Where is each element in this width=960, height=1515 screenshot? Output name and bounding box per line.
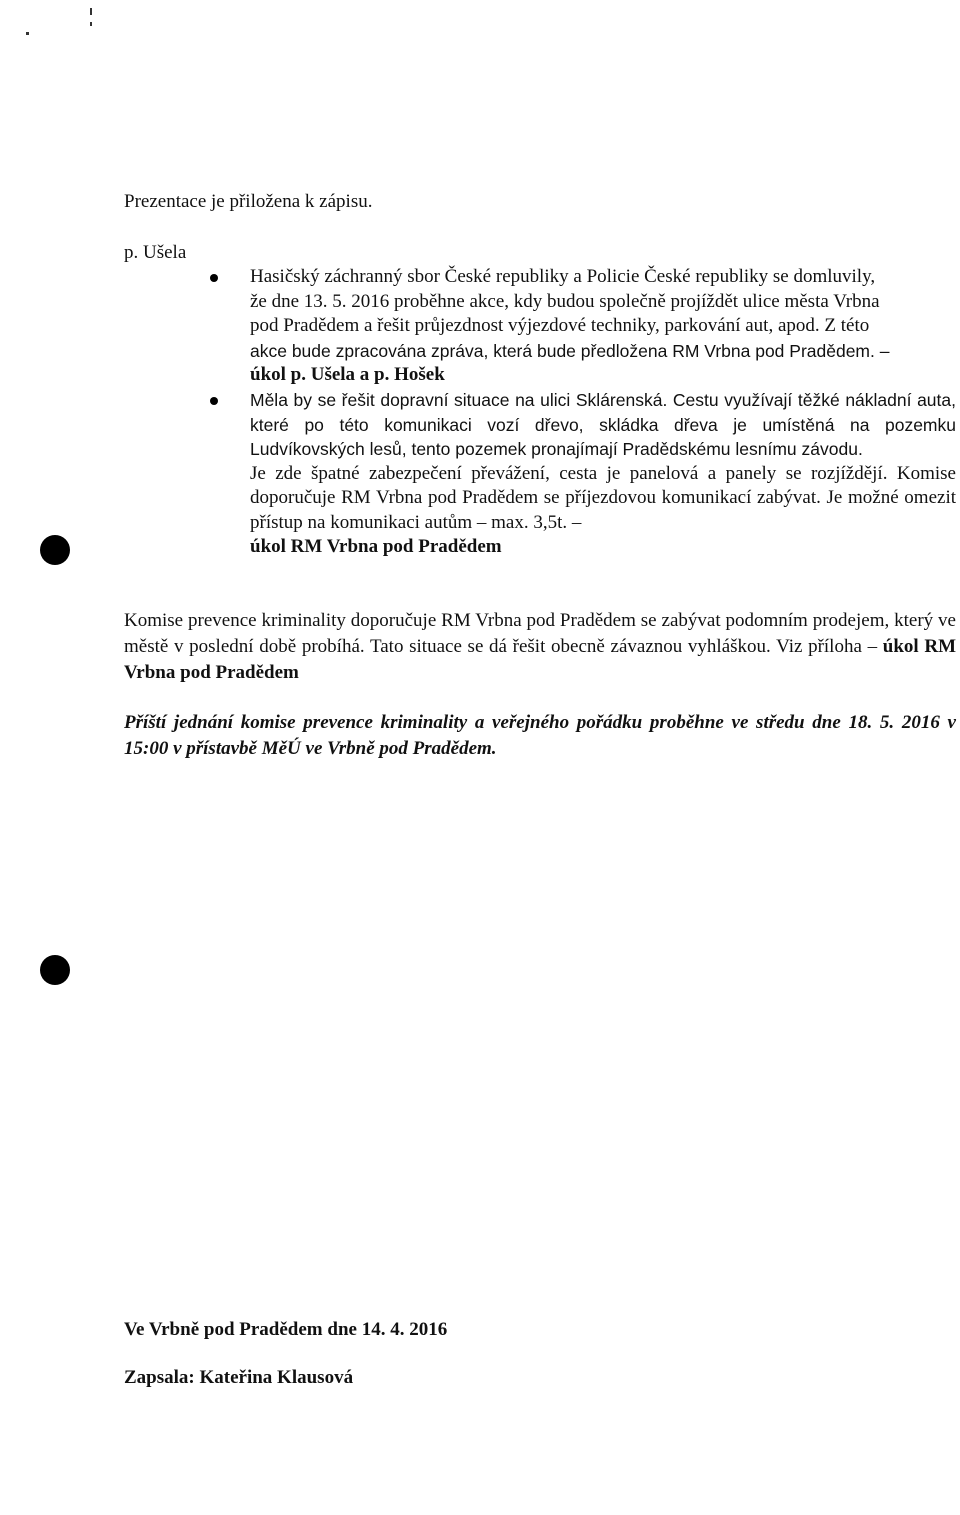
bullet-dot	[210, 274, 218, 282]
bullet-list	[0, 265, 890, 388]
bullet2-text2: Je zde špatné zabezpečení převážení, cesta je panelová a panely se rozjíždějí. Komise doporučuje RM Vrbna pod Pradědem se příjezdovou komunikací zabývat. Je možné omezit přístup na komunikaci autům – max. 3,5t. –	[250, 462, 956, 533]
scan-mark	[90, 8, 92, 15]
presentation-note: Prezentace je přiložena k zápisu.	[124, 191, 373, 212]
list-item	[0, 265, 956, 388]
bullet1-line1: Hasičský záchranný sbor České republiky a Policie České republiky se domluvily,	[250, 266, 876, 287]
list-item	[0, 388, 956, 560]
bullet1-line3	[250, 314, 956, 339]
bullet1-task: úkol p. Ušela a p. Hošek	[250, 364, 445, 385]
punch-hole	[40, 955, 70, 985]
place-date: Ve Vrbně pod Pradědem dne 14. 4. 2016	[124, 1319, 448, 1340]
intro-presentation	[124, 190, 956, 214]
bullet-list-2	[0, 388, 956, 560]
footer-place-date	[124, 1318, 956, 1342]
komise-task: úkol RM Vrbna pod Pradědem	[124, 636, 957, 683]
next-meeting-text: Příští jednání komise prevence kriminality a veřejného pořádku proběhne ve středu dne 18. 5. 2016 v 15:00 v přístavbě MěÚ ve Vrbně pod Pradědem.	[124, 712, 956, 759]
bullet2-text: Měla by se řešit dopravní situace na ulici Sklárenská. Cestu využívají těžké nákladní auta, které po této komunikaci vozí dřevo, skládka dřeva je umístěná na pozemku Ludvíkovských lesů, tento pozemek pronajímají Pradědskému lesnímu závodu.	[250, 390, 956, 459]
bullet1-line3a: pod Pradědem a řešit průjezdnost výjezdové techniky, parkování aut, apod.	[250, 315, 820, 336]
bullet2-task: úkol RM Vrbna pod Pradědem	[250, 536, 502, 557]
intro-speaker	[124, 241, 956, 265]
bullet-dot	[210, 397, 218, 405]
next-meeting	[124, 710, 956, 762]
bullet1-line2: že dne 13. 5. 2016 proběhne akce, kdy budou společně projíždět ulice města Vrbna	[250, 290, 880, 312]
speaker-name: p. Ušela	[124, 242, 187, 263]
scan-mark	[90, 22, 92, 26]
bullet1-line4: akce bude zpracována zpráva, která bude předložena RM Vrbna pod Pradědem. –	[250, 340, 890, 361]
komise-paragraph	[124, 608, 956, 686]
scan-mark	[26, 32, 29, 35]
footer-recorder	[124, 1366, 956, 1390]
bullet1-line3b: Z této	[824, 315, 870, 336]
komise-text-wrap	[124, 608, 956, 686]
recorder: Zapsala: Kateřina Klausová	[124, 1367, 354, 1388]
komise-text: Komise prevence kriminality doporučuje RM Vrbna pod Pradědem se zabývat podomním prodejem, který ve městě v poslední době probíhá. Tato situace se dá řešit obecně závaznou vyhláškou. Viz příloha –	[124, 610, 956, 657]
